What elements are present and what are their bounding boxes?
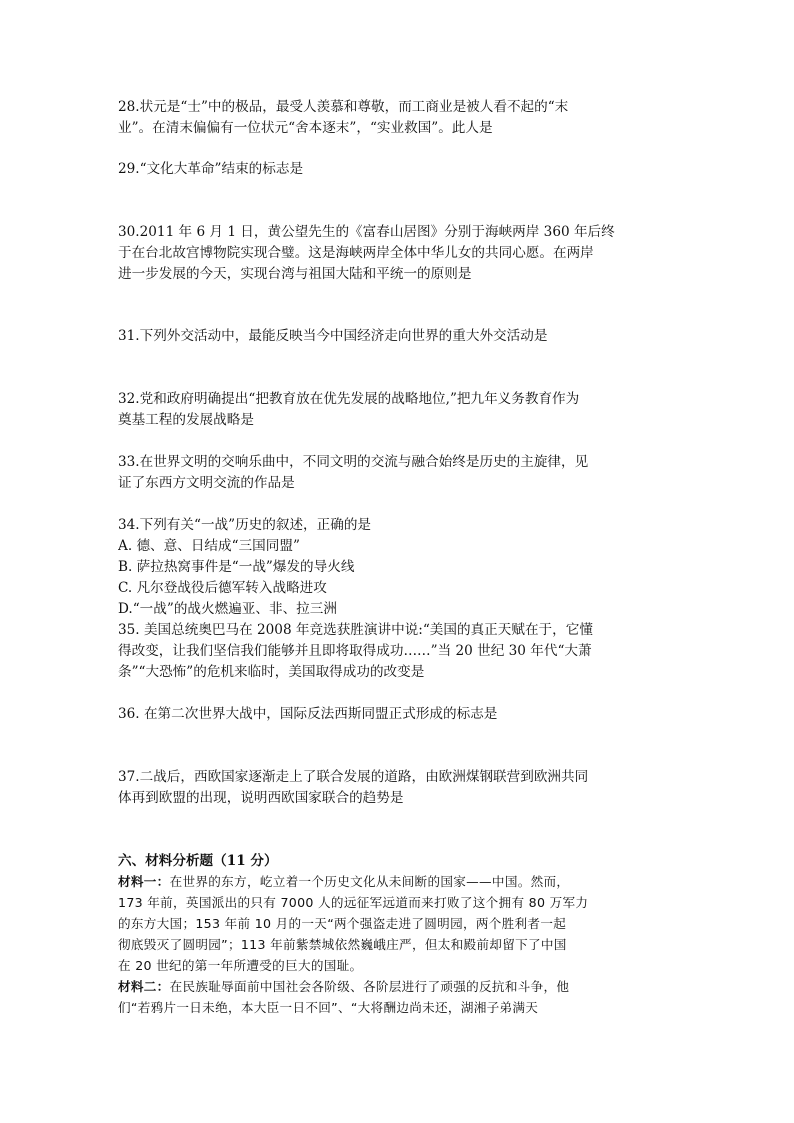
q35-stem-line1: 35. 美国总统奥巴马在 2008 年竞选获胜演讲中说:“美国的真正天赋在于，它懂 [118,622,593,638]
material2-text1: 在民族耻辱面前中国社会各阶级、各阶层进行了顽强的反抗和斗争，他 [169,979,570,994]
material2-label: 材料二： [118,979,170,994]
q34-option-d: D.“一战”的战火燃遍亚、非、拉三洲 [118,601,337,617]
q28-stem-line2: 业”。在清末偏偏有一位状元“舍本逐末”，“实业救国”。此人是 [118,120,493,136]
q34-option-a: A. 德、意、日结成“三国同盟” [118,538,300,554]
material1-text1: 在世界的东方，屹立着一个历史文化从未间断的国家——中国。然而， [169,874,570,889]
q29-stem: 29.“文化大革命”结束的标志是 [118,161,304,177]
material1-label: 材料一： [118,874,170,889]
q30-stem-line3: 进一步发展的今天，实现台湾与祖国大陆和平统一的原则是 [118,266,472,282]
q35-stem-line3: 条”“大恐怖”的危机来临时，美国取得成功的改变是 [118,664,425,680]
material1-line5: 在 20 世纪的第一年所遭受的巨大的国耻。 [118,958,363,973]
q33-stem-line2: 证了东西方文明交流的作品是 [118,475,295,491]
q32-stem-line1: 32.党和政府明确提出“把教育放在优先发展的战略地位,”把九年义务教育作为 [118,391,580,407]
material1-line2: 173 年前，英国派出的只有 7000 人的远征军远道而来打败了这个拥有 80 万军力 [118,895,589,910]
material1-line4: 彻底毁灭了圆明园”；113 年前紫禁城依然巍峨庄严，但太和殿前却留下了中国 [118,937,567,952]
material1-line1 [118,872,678,892]
q37-stem-line2: 体再到欧盟的出现，说明西欧国家联合的趋势是 [118,790,404,806]
q28-stem-line1: 28.状元是“士”中的极品，最受人羡慕和尊敬，而工商业是被人看不起的“末 [118,99,569,115]
material2-line1 [118,977,678,997]
q31-stem: 31.下列外交活动中，最能反映当今中国经济走向世界的重大外交活动是 [118,328,548,344]
material1-line3: 的东方大国；153 年前 10 月的一天“两个强盗走进了圆明园，两个胜利者一起 [118,916,567,931]
q37-stem-line1: 37.二战后，西欧国家逐渐走上了联合发展的道路，由欧洲煤钢联营到欧洲共同 [118,769,589,785]
q30-stem-line2: 于在台北故宫博物院实现合璧。这是海峡两岸全体中华儿女的共同心愿。在两岸 [118,245,594,261]
q34-option-b: B. 萨拉热窝事件是“一战”爆发的导火线 [118,559,355,575]
q35-stem-line2: 得改变，让我们坚信我们能够并且即将取得成功……”当 20 世纪 30 年代“大萧 [118,643,592,659]
q34-stem: 34.下列有关“一战”历史的叙述，正确的是 [118,517,372,533]
q34-option-c: C. 凡尔登战役后德军转入战略进攻 [118,580,327,596]
material2-line2: 们“若鸦片一日未绝，本大臣一日不回”、“大将酬边尚未还，湖湘子弟满天 [118,1000,539,1015]
q33-stem-line1: 33.在世界文明的交响乐曲中，不同文明的交流与融合始终是历史的主旋律，见 [118,454,589,470]
q30-stem-line1: 30.2011 年 6 月 1 日，黄公望先生的《富春山居图》分别于海峡两岸 360 年后终 [118,224,615,240]
q36-stem: 36. 在第二次世界大战中，国际反法西斯同盟正式形成的标志是 [118,706,498,722]
section-6-title: 六、材料分析题（11 分） [118,853,278,869]
q32-stem-line2: 奠基工程的发展战略是 [118,412,254,428]
